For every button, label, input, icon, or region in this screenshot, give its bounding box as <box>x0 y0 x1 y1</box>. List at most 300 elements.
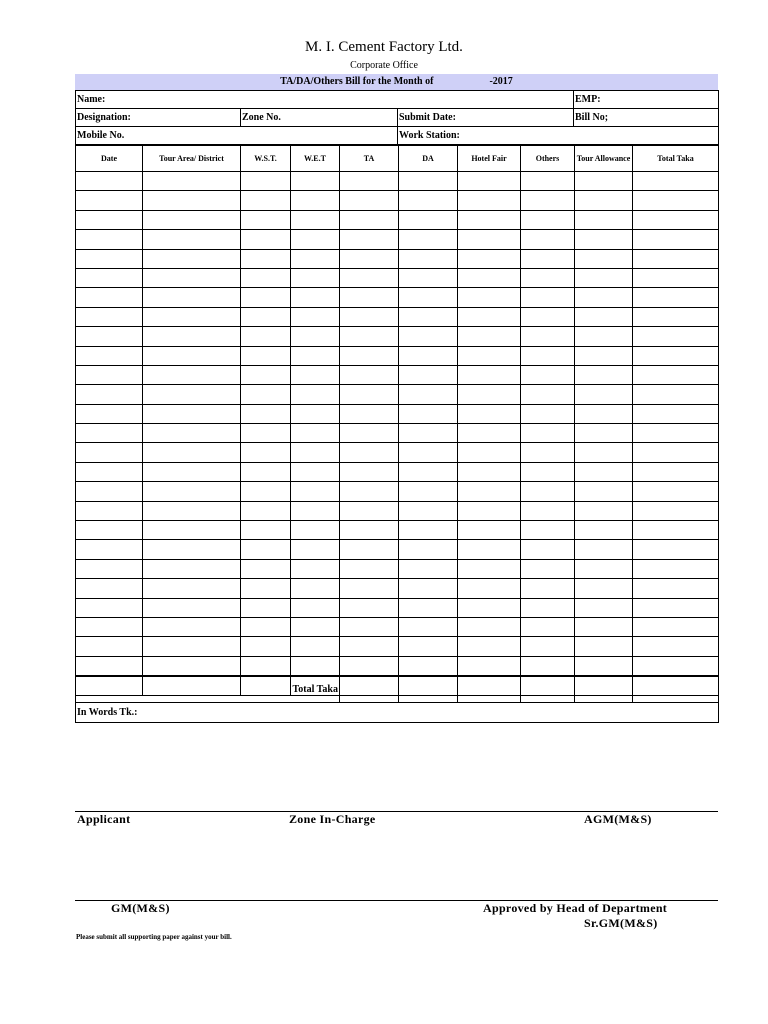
entry-cell[interactable] <box>399 230 458 249</box>
grid-header-row <box>76 146 719 172</box>
entry-cell[interactable] <box>340 598 399 617</box>
entry-cell[interactable] <box>575 268 633 287</box>
applicant-signature-label: Applicant <box>77 812 131 826</box>
entry-cell[interactable] <box>241 637 291 656</box>
entry-cell[interactable] <box>633 172 719 191</box>
entry-cell[interactable] <box>241 346 291 365</box>
entry-cell[interactable] <box>633 559 719 578</box>
entry-cell[interactable] <box>399 501 458 520</box>
entry-cell[interactable] <box>241 579 291 598</box>
entry-cell[interactable] <box>399 462 458 481</box>
entry-cell[interactable] <box>575 288 633 307</box>
entry-cell[interactable] <box>340 307 399 326</box>
entry-cell[interactable] <box>399 307 458 326</box>
entry-cell[interactable] <box>575 385 633 404</box>
entry-cell[interactable] <box>575 346 633 365</box>
entry-cell[interactable] <box>575 501 633 520</box>
entry-cell[interactable] <box>399 637 458 656</box>
entry-cell[interactable] <box>76 210 143 229</box>
entry-cell[interactable] <box>143 307 241 326</box>
entry-cell[interactable] <box>633 462 719 481</box>
entry-cell[interactable] <box>458 346 521 365</box>
entry-cell[interactable] <box>575 230 633 249</box>
entry-cell[interactable] <box>76 404 143 423</box>
table-row <box>76 579 719 598</box>
entry-cell[interactable] <box>633 191 719 210</box>
entry-cell[interactable] <box>340 365 399 384</box>
entry-cell[interactable] <box>143 404 241 423</box>
entry-cell[interactable] <box>575 521 633 540</box>
entry-cell[interactable] <box>340 443 399 462</box>
entry-cell[interactable] <box>521 288 575 307</box>
entry-cell[interactable] <box>241 424 291 443</box>
total-da-cell[interactable] <box>399 677 458 703</box>
table-row <box>76 656 719 675</box>
entry-cell[interactable] <box>76 617 143 636</box>
entry-cell[interactable] <box>291 462 340 481</box>
entry-cell[interactable] <box>143 462 241 481</box>
entry-cell[interactable] <box>241 540 291 559</box>
entry-cell[interactable] <box>340 559 399 578</box>
entry-cell[interactable] <box>633 598 719 617</box>
entry-cell[interactable] <box>76 385 143 404</box>
entry-cell[interactable] <box>521 404 575 423</box>
entry-cell[interactable] <box>241 288 291 307</box>
entry-cell[interactable] <box>575 443 633 462</box>
entry-cell[interactable] <box>458 365 521 384</box>
entry-cell[interactable] <box>521 307 575 326</box>
entry-cell[interactable] <box>399 656 458 675</box>
entry-cell[interactable] <box>521 637 575 656</box>
entry-cell[interactable] <box>143 249 241 268</box>
entry-cell[interactable] <box>458 637 521 656</box>
table-row <box>76 598 719 617</box>
entry-cell[interactable] <box>241 365 291 384</box>
entry-cell[interactable] <box>241 559 291 578</box>
entry-cell[interactable] <box>458 656 521 675</box>
entry-cell[interactable] <box>340 385 399 404</box>
entry-cell[interactable] <box>575 617 633 636</box>
entry-cell[interactable] <box>521 327 575 346</box>
entry-cell[interactable] <box>291 424 340 443</box>
entry-cell[interactable] <box>76 443 143 462</box>
entry-cell[interactable] <box>291 501 340 520</box>
entry-cell[interactable] <box>521 617 575 636</box>
entry-cell[interactable] <box>633 385 719 404</box>
entry-cell[interactable] <box>521 346 575 365</box>
entry-cell[interactable] <box>76 307 143 326</box>
entry-cell[interactable] <box>399 210 458 229</box>
entry-cell[interactable] <box>143 482 241 501</box>
entry-cell[interactable] <box>76 656 143 675</box>
entry-cell[interactable] <box>521 656 575 675</box>
entry-cell[interactable] <box>458 462 521 481</box>
entry-cell[interactable] <box>143 191 241 210</box>
bill-title: TA/DA/Others Bill for the Month of <box>280 76 434 87</box>
entry-cell[interactable] <box>291 346 340 365</box>
entry-cell[interactable] <box>633 327 719 346</box>
entry-cell[interactable] <box>143 443 241 462</box>
entry-cell[interactable] <box>340 501 399 520</box>
entry-cell[interactable] <box>241 268 291 287</box>
entry-cell[interactable] <box>340 191 399 210</box>
entry-cell[interactable] <box>521 268 575 287</box>
entry-cell[interactable] <box>633 307 719 326</box>
work-station-field[interactable]: Work Station: <box>398 127 719 145</box>
entry-cell[interactable] <box>399 172 458 191</box>
entry-cell[interactable] <box>76 521 143 540</box>
entry-cell[interactable] <box>399 559 458 578</box>
total-allowance-cell[interactable] <box>575 677 633 703</box>
entry-cell[interactable] <box>291 482 340 501</box>
entry-cell[interactable] <box>241 385 291 404</box>
entry-cell[interactable] <box>458 443 521 462</box>
entry-cell[interactable] <box>521 501 575 520</box>
entry-cell[interactable] <box>575 424 633 443</box>
entry-cell[interactable] <box>521 462 575 481</box>
entry-cell[interactable] <box>143 559 241 578</box>
entry-cell[interactable] <box>575 172 633 191</box>
entry-cell[interactable] <box>340 346 399 365</box>
table-row <box>76 249 719 268</box>
entry-cell[interactable] <box>340 288 399 307</box>
entry-cell[interactable] <box>575 559 633 578</box>
entry-cell[interactable] <box>340 579 399 598</box>
entry-cell[interactable] <box>241 462 291 481</box>
entry-cell[interactable] <box>633 521 719 540</box>
entry-cell[interactable] <box>458 191 521 210</box>
entry-cell[interactable] <box>575 191 633 210</box>
entry-cell[interactable] <box>143 210 241 229</box>
entry-cell[interactable] <box>521 249 575 268</box>
entry-cell[interactable] <box>521 191 575 210</box>
entry-cell[interactable] <box>76 579 143 598</box>
entry-cell[interactable] <box>458 579 521 598</box>
entry-cell[interactable] <box>241 327 291 346</box>
entry-cell[interactable] <box>458 482 521 501</box>
entry-cell[interactable] <box>633 424 719 443</box>
table-row <box>76 346 719 365</box>
entry-cell[interactable] <box>633 482 719 501</box>
entry-cell[interactable] <box>241 210 291 229</box>
entry-cell[interactable] <box>340 521 399 540</box>
total-others-cell[interactable] <box>521 677 575 703</box>
entry-cell[interactable] <box>458 327 521 346</box>
entry-cell[interactable] <box>76 559 143 578</box>
entry-cell[interactable] <box>291 288 340 307</box>
entry-cell[interactable] <box>575 249 633 268</box>
entry-cell[interactable] <box>340 327 399 346</box>
entry-cell[interactable] <box>633 443 719 462</box>
entry-cell[interactable] <box>291 307 340 326</box>
entry-cell[interactable] <box>76 540 143 559</box>
entry-cell[interactable] <box>399 365 458 384</box>
entry-cell[interactable] <box>340 637 399 656</box>
entry-cell[interactable] <box>340 210 399 229</box>
entry-cell[interactable] <box>575 327 633 346</box>
entry-cell[interactable] <box>521 230 575 249</box>
entry-cell[interactable] <box>143 365 241 384</box>
entry-cell[interactable] <box>575 598 633 617</box>
entry-cell[interactable] <box>633 404 719 423</box>
entry-cell[interactable] <box>241 482 291 501</box>
entry-cell[interactable] <box>143 637 241 656</box>
entry-cell[interactable] <box>76 482 143 501</box>
column-header: Others <box>521 146 575 172</box>
entry-cell[interactable] <box>241 656 291 675</box>
entry-cell[interactable] <box>399 327 458 346</box>
entry-cell[interactable] <box>633 579 719 598</box>
entry-cell[interactable] <box>291 598 340 617</box>
entry-cell[interactable] <box>291 579 340 598</box>
entry-cell[interactable] <box>458 268 521 287</box>
entry-cell[interactable] <box>575 637 633 656</box>
entry-cell[interactable] <box>76 365 143 384</box>
entry-cell[interactable] <box>458 404 521 423</box>
entry-cell[interactable] <box>458 501 521 520</box>
entry-cell[interactable] <box>76 462 143 481</box>
entry-cell[interactable] <box>458 307 521 326</box>
entry-cell[interactable] <box>399 249 458 268</box>
submit-date-field[interactable]: Submit Date: <box>398 109 574 127</box>
entry-cell[interactable] <box>458 172 521 191</box>
entry-cell[interactable] <box>340 424 399 443</box>
entry-cell[interactable] <box>575 656 633 675</box>
entry-cell[interactable] <box>291 172 340 191</box>
entry-cell[interactable] <box>76 424 143 443</box>
entry-cell[interactable] <box>76 327 143 346</box>
entry-cell[interactable] <box>76 230 143 249</box>
entry-cell[interactable] <box>521 210 575 229</box>
entry-cell[interactable] <box>143 598 241 617</box>
entry-cell[interactable] <box>633 230 719 249</box>
entry-cell[interactable] <box>399 191 458 210</box>
table-row <box>76 268 719 287</box>
entry-cell[interactable] <box>458 617 521 636</box>
table-row <box>76 404 719 423</box>
total-taka-label: Total Taka <box>76 677 340 703</box>
entry-cell[interactable] <box>521 385 575 404</box>
entry-cell[interactable] <box>521 598 575 617</box>
agm-signature-label: AGM(M&S) <box>584 812 652 826</box>
entry-cell[interactable] <box>399 404 458 423</box>
entry-cell[interactable] <box>521 540 575 559</box>
entry-cell[interactable] <box>76 501 143 520</box>
entry-cell[interactable] <box>399 346 458 365</box>
entry-cell[interactable] <box>143 346 241 365</box>
entry-cell[interactable] <box>241 191 291 210</box>
entry-cell[interactable] <box>291 540 340 559</box>
entry-cell[interactable] <box>143 288 241 307</box>
entry-cell[interactable] <box>143 172 241 191</box>
table-row <box>76 617 719 636</box>
entry-cell[interactable] <box>399 482 458 501</box>
entry-cell[interactable] <box>458 521 521 540</box>
entry-cell[interactable] <box>340 656 399 675</box>
entry-cell[interactable] <box>633 656 719 675</box>
entry-cell[interactable] <box>399 617 458 636</box>
entry-cell[interactable] <box>76 346 143 365</box>
entry-cell[interactable] <box>291 521 340 540</box>
entry-cell[interactable] <box>340 462 399 481</box>
entry-cell[interactable] <box>241 521 291 540</box>
entry-cell[interactable] <box>143 327 241 346</box>
entry-cell[interactable] <box>143 617 241 636</box>
entry-cell[interactable] <box>521 559 575 578</box>
entry-cell[interactable] <box>241 249 291 268</box>
zone-label: Zone No. <box>242 112 281 123</box>
entry-cell[interactable] <box>458 210 521 229</box>
entry-cell[interactable] <box>575 210 633 229</box>
supporting-paper-note: Please submit all supporting paper against your bill. <box>76 933 232 941</box>
entry-cell[interactable] <box>76 598 143 617</box>
entry-cell[interactable] <box>291 443 340 462</box>
entry-cell[interactable] <box>399 579 458 598</box>
entry-cell[interactable] <box>458 559 521 578</box>
entry-cell[interactable] <box>76 268 143 287</box>
entry-cell[interactable] <box>340 249 399 268</box>
total-hotel-cell[interactable] <box>458 677 521 703</box>
entry-cell[interactable] <box>458 230 521 249</box>
entry-cell[interactable] <box>575 462 633 481</box>
name-field[interactable]: Name: <box>76 91 574 109</box>
emp-field[interactable]: EMP: <box>574 91 719 109</box>
entry-cell[interactable] <box>521 172 575 191</box>
entry-cell[interactable] <box>575 482 633 501</box>
entry-cell[interactable] <box>458 385 521 404</box>
entry-cell[interactable] <box>340 268 399 287</box>
entry-cell[interactable] <box>521 365 575 384</box>
entry-cell[interactable] <box>575 579 633 598</box>
entry-cell[interactable] <box>143 656 241 675</box>
entry-cell[interactable] <box>241 443 291 462</box>
entry-cell[interactable] <box>143 540 241 559</box>
entry-cell[interactable] <box>291 210 340 229</box>
entry-cell[interactable] <box>143 230 241 249</box>
entry-cell[interactable] <box>143 268 241 287</box>
entry-cell[interactable] <box>521 482 575 501</box>
entry-cell[interactable] <box>291 327 340 346</box>
entry-cell[interactable] <box>291 249 340 268</box>
entry-cell[interactable] <box>575 404 633 423</box>
entry-cell[interactable] <box>521 443 575 462</box>
entry-cell[interactable] <box>143 385 241 404</box>
entry-cell[interactable] <box>241 617 291 636</box>
entry-cell[interactable] <box>76 172 143 191</box>
entry-cell[interactable] <box>143 424 241 443</box>
table-row <box>76 385 719 404</box>
entry-cell[interactable] <box>241 501 291 520</box>
entry-cell[interactable] <box>633 288 719 307</box>
entry-cell[interactable] <box>241 307 291 326</box>
entry-cell[interactable] <box>633 501 719 520</box>
column-header: Hotel Fair <box>458 146 521 172</box>
entry-cell[interactable] <box>291 617 340 636</box>
table-row <box>76 424 719 443</box>
zone-field[interactable] <box>241 109 398 127</box>
entry-cell[interactable] <box>458 288 521 307</box>
entry-cell[interactable] <box>458 598 521 617</box>
entry-cell[interactable] <box>143 501 241 520</box>
entry-cell[interactable] <box>399 424 458 443</box>
entry-cell[interactable] <box>399 385 458 404</box>
entry-cell[interactable] <box>399 521 458 540</box>
entry-cell[interactable] <box>291 365 340 384</box>
entry-cell[interactable] <box>291 230 340 249</box>
entry-cell[interactable] <box>291 637 340 656</box>
entry-cell[interactable] <box>76 637 143 656</box>
bill-no-field[interactable]: Bill No; <box>574 109 719 127</box>
entry-cell[interactable] <box>340 617 399 636</box>
entry-cell[interactable] <box>340 540 399 559</box>
table-row <box>76 172 719 191</box>
entry-cell[interactable] <box>633 365 719 384</box>
entry-cell[interactable] <box>458 424 521 443</box>
entry-cell[interactable] <box>399 540 458 559</box>
entry-cell[interactable] <box>575 540 633 559</box>
entry-cell[interactable] <box>241 598 291 617</box>
entry-cell[interactable] <box>633 617 719 636</box>
entry-cell[interactable] <box>399 268 458 287</box>
entry-cell[interactable] <box>458 540 521 559</box>
entry-cell[interactable] <box>291 404 340 423</box>
in-words-field[interactable]: In Words Tk.: <box>76 703 719 723</box>
entry-cell[interactable] <box>399 443 458 462</box>
entry-cell[interactable] <box>340 482 399 501</box>
gm-signature-label: GM(M&S) <box>111 901 170 915</box>
entry-cell[interactable] <box>291 656 340 675</box>
entry-cell[interactable] <box>143 521 241 540</box>
entry-cell[interactable] <box>633 268 719 287</box>
entry-cell[interactable] <box>633 249 719 268</box>
table-row <box>76 482 719 501</box>
entry-cell[interactable] <box>575 307 633 326</box>
entry-cell[interactable] <box>340 404 399 423</box>
entry-cell[interactable] <box>633 346 719 365</box>
entry-cell[interactable] <box>399 288 458 307</box>
table-row <box>76 637 719 656</box>
entry-cell[interactable] <box>521 521 575 540</box>
entry-cell[interactable] <box>633 210 719 229</box>
approved-by-label: Approved by Head of Department <box>483 901 668 915</box>
entry-cell[interactable] <box>575 365 633 384</box>
total-taka-cell[interactable] <box>633 677 719 703</box>
entry-cell[interactable] <box>291 191 340 210</box>
entry-cell[interactable] <box>76 191 143 210</box>
entry-cell[interactable] <box>143 579 241 598</box>
entry-cell[interactable] <box>458 249 521 268</box>
mobile-field[interactable]: Mobile No. <box>76 127 398 145</box>
total-ta-cell[interactable] <box>340 677 399 703</box>
entry-cell[interactable] <box>340 172 399 191</box>
entry-cell[interactable] <box>291 385 340 404</box>
entry-cell[interactable] <box>76 249 143 268</box>
entry-cell[interactable] <box>76 288 143 307</box>
entry-cell[interactable] <box>633 540 719 559</box>
entry-cell[interactable] <box>521 424 575 443</box>
table-row <box>76 307 719 326</box>
entry-cell[interactable] <box>633 637 719 656</box>
entry-cell[interactable] <box>399 598 458 617</box>
designation-field[interactable]: Designation: <box>76 109 241 127</box>
entry-cell[interactable] <box>241 230 291 249</box>
entry-cell[interactable] <box>241 404 291 423</box>
entry-cell[interactable] <box>521 579 575 598</box>
entry-cell[interactable] <box>241 172 291 191</box>
entry-cell[interactable] <box>291 559 340 578</box>
entry-cell[interactable] <box>291 268 340 287</box>
entry-cell[interactable] <box>340 230 399 249</box>
